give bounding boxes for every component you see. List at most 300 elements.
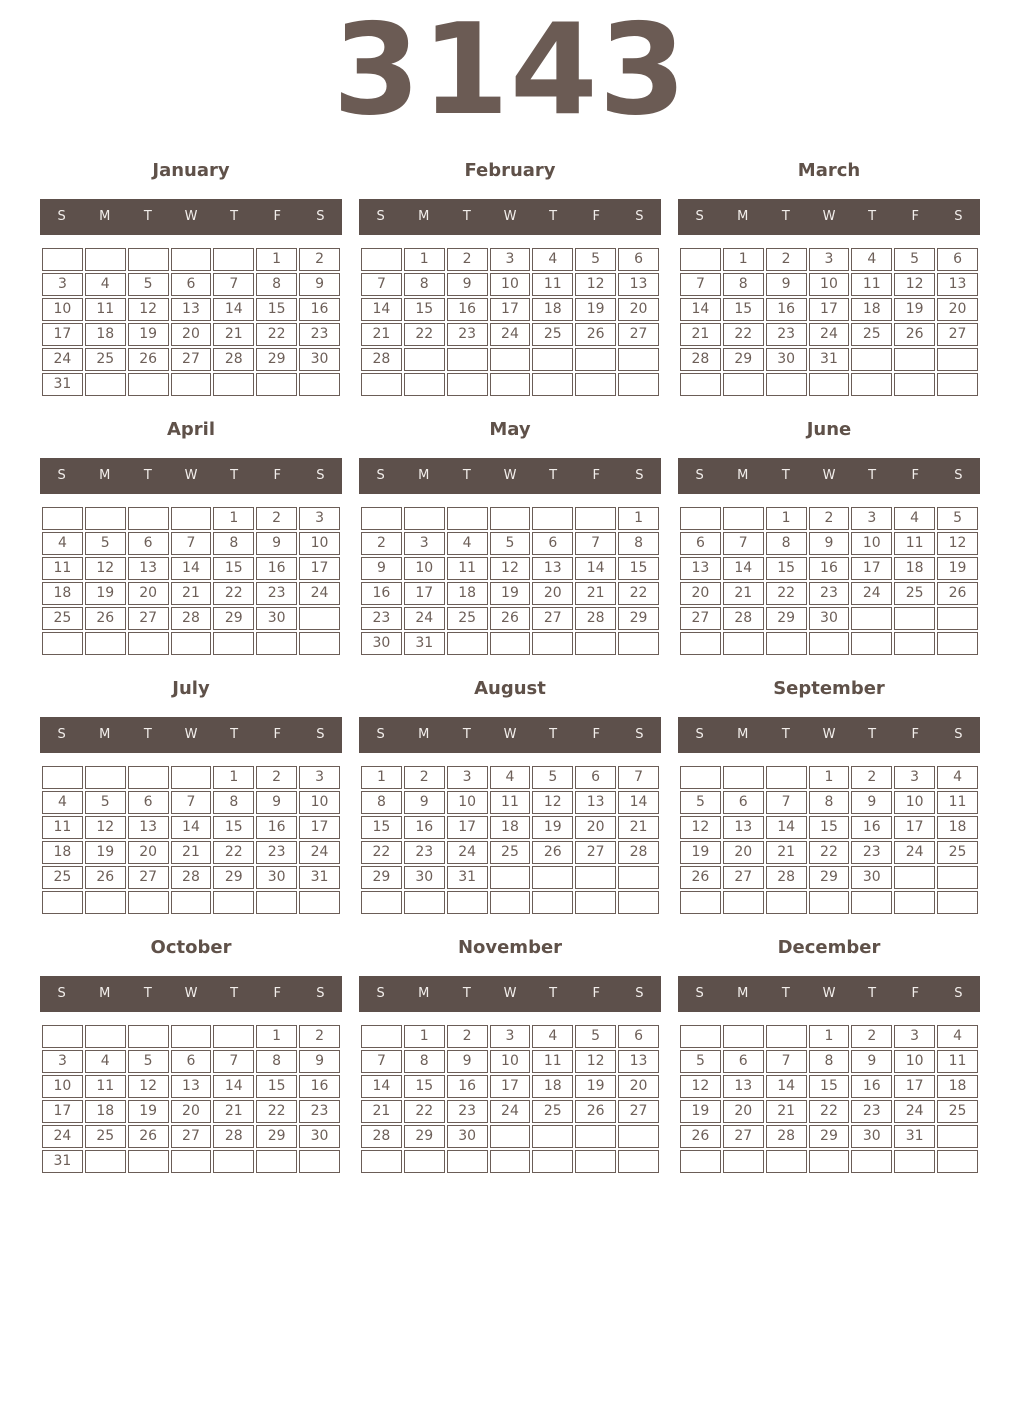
date-cell: 6 xyxy=(680,532,721,555)
date-cell: 7 xyxy=(213,1050,254,1073)
month-title: June xyxy=(806,418,852,440)
empty-cell xyxy=(85,1150,126,1173)
date-cell: 22 xyxy=(256,1100,297,1123)
empty-cell xyxy=(447,1150,488,1173)
date-cell: 4 xyxy=(937,1025,978,1048)
date-cell: 27 xyxy=(618,323,659,346)
date-cell: 27 xyxy=(723,866,764,889)
date-cell: 23 xyxy=(447,1100,488,1123)
date-cell: 4 xyxy=(42,532,83,555)
date-cell: 21 xyxy=(618,816,659,839)
date-cell: 13 xyxy=(171,1075,212,1098)
empty-cell xyxy=(128,1150,169,1173)
empty-cell xyxy=(256,373,297,396)
date-cell: 16 xyxy=(361,582,402,605)
date-cell: 9 xyxy=(447,273,488,296)
empty-cell xyxy=(361,373,402,396)
empty-cell xyxy=(299,632,340,655)
empty-cell xyxy=(85,891,126,914)
empty-cell xyxy=(171,373,212,396)
date-cell: 14 xyxy=(171,816,212,839)
date-cell: 10 xyxy=(42,1075,83,1098)
date-cell: 28 xyxy=(766,1125,807,1148)
date-cell: 16 xyxy=(766,298,807,321)
weekday-label: T xyxy=(549,209,558,225)
month-title: July xyxy=(172,677,210,699)
date-cell: 29 xyxy=(809,866,850,889)
date-cell: 25 xyxy=(85,348,126,371)
date-cell: 11 xyxy=(85,298,126,321)
month-january xyxy=(40,160,342,398)
date-cell: 5 xyxy=(575,1025,616,1048)
empty-cell xyxy=(618,891,659,914)
date-cell: 26 xyxy=(128,348,169,371)
empty-cell xyxy=(937,607,978,630)
empty-cell xyxy=(256,1150,297,1173)
date-cell: 5 xyxy=(894,248,935,271)
month-title: March xyxy=(797,159,861,181)
date-cell: 25 xyxy=(937,841,978,864)
date-cell: 17 xyxy=(447,816,488,839)
date-cell: 23 xyxy=(256,582,297,605)
empty-cell xyxy=(937,348,978,371)
empty-cell xyxy=(680,1150,721,1173)
dates-row xyxy=(361,891,659,914)
dates-row xyxy=(680,1100,978,1123)
date-cell: 9 xyxy=(256,532,297,555)
dates-row xyxy=(42,791,340,814)
date-cell: 8 xyxy=(213,791,254,814)
date-cell: 4 xyxy=(894,507,935,530)
date-cell: 10 xyxy=(299,791,340,814)
date-cell: 2 xyxy=(851,1025,892,1048)
date-cell: 13 xyxy=(680,557,721,580)
date-cell: 19 xyxy=(575,1075,616,1098)
date-cell: 6 xyxy=(575,766,616,789)
weekday-label: S xyxy=(376,727,385,743)
date-cell: 14 xyxy=(361,1075,402,1098)
date-cell: 20 xyxy=(618,298,659,321)
date-cell: 9 xyxy=(766,273,807,296)
dates-row xyxy=(361,323,659,346)
date-cell: 6 xyxy=(171,1050,212,1073)
dates-row xyxy=(42,1025,340,1048)
dates-row xyxy=(680,323,978,346)
weekday-label: S xyxy=(57,727,66,743)
empty-cell xyxy=(894,607,935,630)
date-cell: 16 xyxy=(299,298,340,321)
empty-cell xyxy=(680,373,721,396)
dates-table xyxy=(678,1023,980,1175)
date-cell: 6 xyxy=(171,273,212,296)
dates-row xyxy=(680,1125,978,1148)
weekday-label: F xyxy=(911,468,920,484)
date-cell: 5 xyxy=(128,1050,169,1073)
date-cell: 24 xyxy=(490,323,531,346)
empty-cell xyxy=(575,866,616,889)
date-cell: 8 xyxy=(256,1050,297,1073)
date-cell: 6 xyxy=(128,791,169,814)
month-august xyxy=(359,678,661,916)
dates-row xyxy=(42,557,340,580)
date-cell: 19 xyxy=(85,582,126,605)
weekday-label: T xyxy=(549,727,558,743)
date-cell: 29 xyxy=(723,348,764,371)
date-cell: 27 xyxy=(128,607,169,630)
date-cell: 15 xyxy=(213,816,254,839)
date-cell: 24 xyxy=(894,841,935,864)
empty-cell xyxy=(680,248,721,271)
month-december xyxy=(678,937,980,1175)
date-cell: 3 xyxy=(894,766,935,789)
date-cell: 12 xyxy=(680,1075,721,1098)
empty-cell xyxy=(171,248,212,271)
date-cell: 1 xyxy=(809,766,850,789)
date-cell: 1 xyxy=(404,248,445,271)
empty-cell xyxy=(490,373,531,396)
month-title: December xyxy=(777,936,881,958)
empty-cell xyxy=(361,891,402,914)
date-cell: 18 xyxy=(937,816,978,839)
date-cell: 27 xyxy=(128,866,169,889)
dates-row xyxy=(680,1075,978,1098)
weekday-label: W xyxy=(184,727,198,743)
date-cell: 4 xyxy=(937,766,978,789)
weekday-label: T xyxy=(781,209,790,225)
date-cell: 12 xyxy=(128,298,169,321)
date-cell: 26 xyxy=(680,1125,721,1148)
dates-row xyxy=(42,1075,340,1098)
date-cell: 19 xyxy=(532,816,573,839)
month-title: January xyxy=(152,159,230,181)
dates-table xyxy=(359,505,661,657)
date-cell: 16 xyxy=(256,557,297,580)
weekday-label: M xyxy=(418,468,430,484)
date-cell: 5 xyxy=(680,791,721,814)
empty-cell xyxy=(85,766,126,789)
empty-cell xyxy=(299,891,340,914)
date-cell: 5 xyxy=(937,507,978,530)
empty-cell xyxy=(256,891,297,914)
date-cell: 19 xyxy=(680,841,721,864)
weekday-label: W xyxy=(503,209,517,225)
date-cell: 21 xyxy=(766,1100,807,1123)
empty-cell xyxy=(680,891,721,914)
weekday-label: W xyxy=(503,986,517,1002)
weekday-label: S xyxy=(695,986,704,1002)
empty-cell xyxy=(85,1025,126,1048)
date-cell: 1 xyxy=(361,766,402,789)
date-cell: 13 xyxy=(128,816,169,839)
date-cell: 16 xyxy=(447,1075,488,1098)
date-cell: 3 xyxy=(851,507,892,530)
empty-cell xyxy=(937,1150,978,1173)
empty-cell xyxy=(532,632,573,655)
dates-row xyxy=(42,507,340,530)
date-cell: 19 xyxy=(894,298,935,321)
date-cell: 21 xyxy=(171,841,212,864)
date-cell: 20 xyxy=(723,1100,764,1123)
date-cell: 25 xyxy=(42,866,83,889)
empty-cell xyxy=(171,1150,212,1173)
empty-cell xyxy=(937,373,978,396)
weekday-label: T xyxy=(143,209,152,225)
date-cell: 11 xyxy=(490,791,531,814)
empty-cell xyxy=(532,373,573,396)
dates-row xyxy=(361,273,659,296)
date-cell: 4 xyxy=(532,248,573,271)
date-cell: 22 xyxy=(809,1100,850,1123)
date-cell: 3 xyxy=(404,532,445,555)
empty-cell xyxy=(532,891,573,914)
date-cell: 8 xyxy=(404,273,445,296)
dates-table xyxy=(678,505,980,657)
dates-row xyxy=(680,373,978,396)
date-cell: 7 xyxy=(680,273,721,296)
weekday-label: T xyxy=(868,727,877,743)
dates-row xyxy=(680,1050,978,1073)
date-cell: 15 xyxy=(404,1075,445,1098)
month-july xyxy=(40,678,342,916)
weekday-header xyxy=(678,199,980,235)
month-november xyxy=(359,937,661,1175)
dates-row xyxy=(680,273,978,296)
weekday-label: F xyxy=(592,468,601,484)
date-cell: 11 xyxy=(937,1050,978,1073)
weekday-label: W xyxy=(503,727,517,743)
date-cell: 10 xyxy=(42,298,83,321)
date-cell: 7 xyxy=(361,273,402,296)
dates-row xyxy=(42,273,340,296)
date-cell: 2 xyxy=(256,507,297,530)
date-cell: 21 xyxy=(213,1100,254,1123)
date-cell: 28 xyxy=(171,866,212,889)
date-cell: 29 xyxy=(213,607,254,630)
dates-row xyxy=(361,582,659,605)
empty-cell xyxy=(618,373,659,396)
empty-cell xyxy=(171,766,212,789)
weekday-label: S xyxy=(57,986,66,1002)
date-cell: 21 xyxy=(766,841,807,864)
dates-row xyxy=(361,507,659,530)
dates-row xyxy=(680,532,978,555)
dates-table xyxy=(40,1023,342,1175)
date-cell: 7 xyxy=(723,532,764,555)
date-cell: 2 xyxy=(404,766,445,789)
empty-cell xyxy=(42,507,83,530)
date-cell: 17 xyxy=(299,557,340,580)
weekday-label: T xyxy=(143,468,152,484)
weekday-label: F xyxy=(592,727,601,743)
empty-cell xyxy=(299,373,340,396)
weekday-header xyxy=(678,976,980,1012)
weekday-header xyxy=(40,717,342,753)
empty-cell xyxy=(490,348,531,371)
date-cell: 18 xyxy=(490,816,531,839)
date-cell: 11 xyxy=(851,273,892,296)
dates-row xyxy=(361,1050,659,1073)
date-cell: 21 xyxy=(213,323,254,346)
date-cell: 5 xyxy=(85,791,126,814)
empty-cell xyxy=(42,766,83,789)
date-cell: 14 xyxy=(618,791,659,814)
empty-cell xyxy=(680,507,721,530)
empty-cell xyxy=(618,1125,659,1148)
empty-cell xyxy=(894,348,935,371)
weekday-label: S xyxy=(695,468,704,484)
date-cell: 26 xyxy=(85,866,126,889)
empty-cell xyxy=(894,891,935,914)
dates-table xyxy=(359,246,661,398)
date-cell: 11 xyxy=(85,1075,126,1098)
date-cell: 5 xyxy=(490,532,531,555)
date-cell: 25 xyxy=(490,841,531,864)
empty-cell xyxy=(937,1125,978,1148)
date-cell: 4 xyxy=(85,273,126,296)
dates-row xyxy=(361,1100,659,1123)
date-cell: 1 xyxy=(809,1025,850,1048)
date-cell: 18 xyxy=(532,298,573,321)
dates-row xyxy=(680,607,978,630)
date-cell: 14 xyxy=(766,1075,807,1098)
dates-row xyxy=(42,632,340,655)
date-cell: 22 xyxy=(404,1100,445,1123)
empty-cell xyxy=(851,348,892,371)
date-cell: 28 xyxy=(361,348,402,371)
weekday-label: W xyxy=(822,986,836,1002)
weekday-label: F xyxy=(592,209,601,225)
empty-cell xyxy=(894,632,935,655)
date-cell: 7 xyxy=(766,1050,807,1073)
weekday-label: S xyxy=(376,468,385,484)
weekday-label: T xyxy=(230,468,239,484)
empty-cell xyxy=(723,1025,764,1048)
date-cell: 20 xyxy=(128,841,169,864)
weekday-label: T xyxy=(143,727,152,743)
empty-cell xyxy=(404,507,445,530)
empty-cell xyxy=(532,507,573,530)
date-cell: 3 xyxy=(42,1050,83,1073)
date-cell: 25 xyxy=(851,323,892,346)
date-cell: 24 xyxy=(42,1125,83,1148)
date-cell: 26 xyxy=(680,866,721,889)
date-cell: 3 xyxy=(490,248,531,271)
weekday-label: T xyxy=(462,986,471,1002)
date-cell: 19 xyxy=(680,1100,721,1123)
dates-row xyxy=(42,891,340,914)
empty-cell xyxy=(723,766,764,789)
date-cell: 6 xyxy=(128,532,169,555)
empty-cell xyxy=(128,1025,169,1048)
weekday-label: T xyxy=(868,209,877,225)
empty-cell xyxy=(575,507,616,530)
date-cell: 15 xyxy=(766,557,807,580)
month-title: May xyxy=(489,418,531,440)
date-cell: 18 xyxy=(894,557,935,580)
empty-cell xyxy=(851,1150,892,1173)
date-cell: 22 xyxy=(809,841,850,864)
empty-cell xyxy=(213,373,254,396)
weekday-label: W xyxy=(822,468,836,484)
dates-row xyxy=(680,298,978,321)
date-cell: 14 xyxy=(213,1075,254,1098)
dates-table xyxy=(678,764,980,916)
date-cell: 21 xyxy=(723,582,764,605)
empty-cell xyxy=(256,632,297,655)
date-cell: 19 xyxy=(85,841,126,864)
date-cell: 28 xyxy=(213,348,254,371)
date-cell: 21 xyxy=(575,582,616,605)
weekday-label: T xyxy=(462,468,471,484)
date-cell: 7 xyxy=(213,273,254,296)
dates-row xyxy=(42,607,340,630)
date-cell: 26 xyxy=(128,1125,169,1148)
dates-row xyxy=(42,1100,340,1123)
date-cell: 4 xyxy=(851,248,892,271)
date-cell: 17 xyxy=(404,582,445,605)
empty-cell xyxy=(809,632,850,655)
empty-cell xyxy=(532,348,573,371)
date-cell: 18 xyxy=(42,841,83,864)
empty-cell xyxy=(937,866,978,889)
date-cell: 22 xyxy=(256,323,297,346)
date-cell: 28 xyxy=(575,607,616,630)
empty-cell xyxy=(894,373,935,396)
dates-row xyxy=(361,1125,659,1148)
date-cell: 24 xyxy=(404,607,445,630)
weekday-label: F xyxy=(273,468,282,484)
date-cell: 24 xyxy=(42,348,83,371)
date-cell: 29 xyxy=(361,866,402,889)
date-cell: 19 xyxy=(575,298,616,321)
empty-cell xyxy=(575,891,616,914)
date-cell: 18 xyxy=(85,1100,126,1123)
weekday-label: W xyxy=(822,209,836,225)
date-cell: 24 xyxy=(809,323,850,346)
date-cell: 28 xyxy=(766,866,807,889)
date-cell: 30 xyxy=(256,866,297,889)
date-cell: 11 xyxy=(532,273,573,296)
empty-cell xyxy=(618,632,659,655)
empty-cell xyxy=(766,632,807,655)
date-cell: 20 xyxy=(171,323,212,346)
date-cell: 28 xyxy=(680,348,721,371)
date-cell: 21 xyxy=(361,323,402,346)
dates-row xyxy=(361,841,659,864)
date-cell: 19 xyxy=(490,582,531,605)
date-cell: 9 xyxy=(404,791,445,814)
weekday-label: F xyxy=(911,209,920,225)
date-cell: 18 xyxy=(447,582,488,605)
date-cell: 26 xyxy=(575,1100,616,1123)
date-cell: 29 xyxy=(766,607,807,630)
weekday-label: W xyxy=(184,986,198,1002)
weekday-label: F xyxy=(592,986,601,1002)
month-april xyxy=(40,419,342,657)
dates-row xyxy=(680,348,978,371)
date-cell: 31 xyxy=(894,1125,935,1148)
empty-cell xyxy=(128,632,169,655)
date-cell: 12 xyxy=(575,1050,616,1073)
date-cell: 7 xyxy=(361,1050,402,1073)
date-cell: 4 xyxy=(447,532,488,555)
weekday-label: M xyxy=(418,986,430,1002)
date-cell: 13 xyxy=(128,557,169,580)
dates-row xyxy=(361,766,659,789)
date-cell: 29 xyxy=(618,607,659,630)
weekday-label: M xyxy=(737,468,749,484)
date-cell: 15 xyxy=(256,298,297,321)
